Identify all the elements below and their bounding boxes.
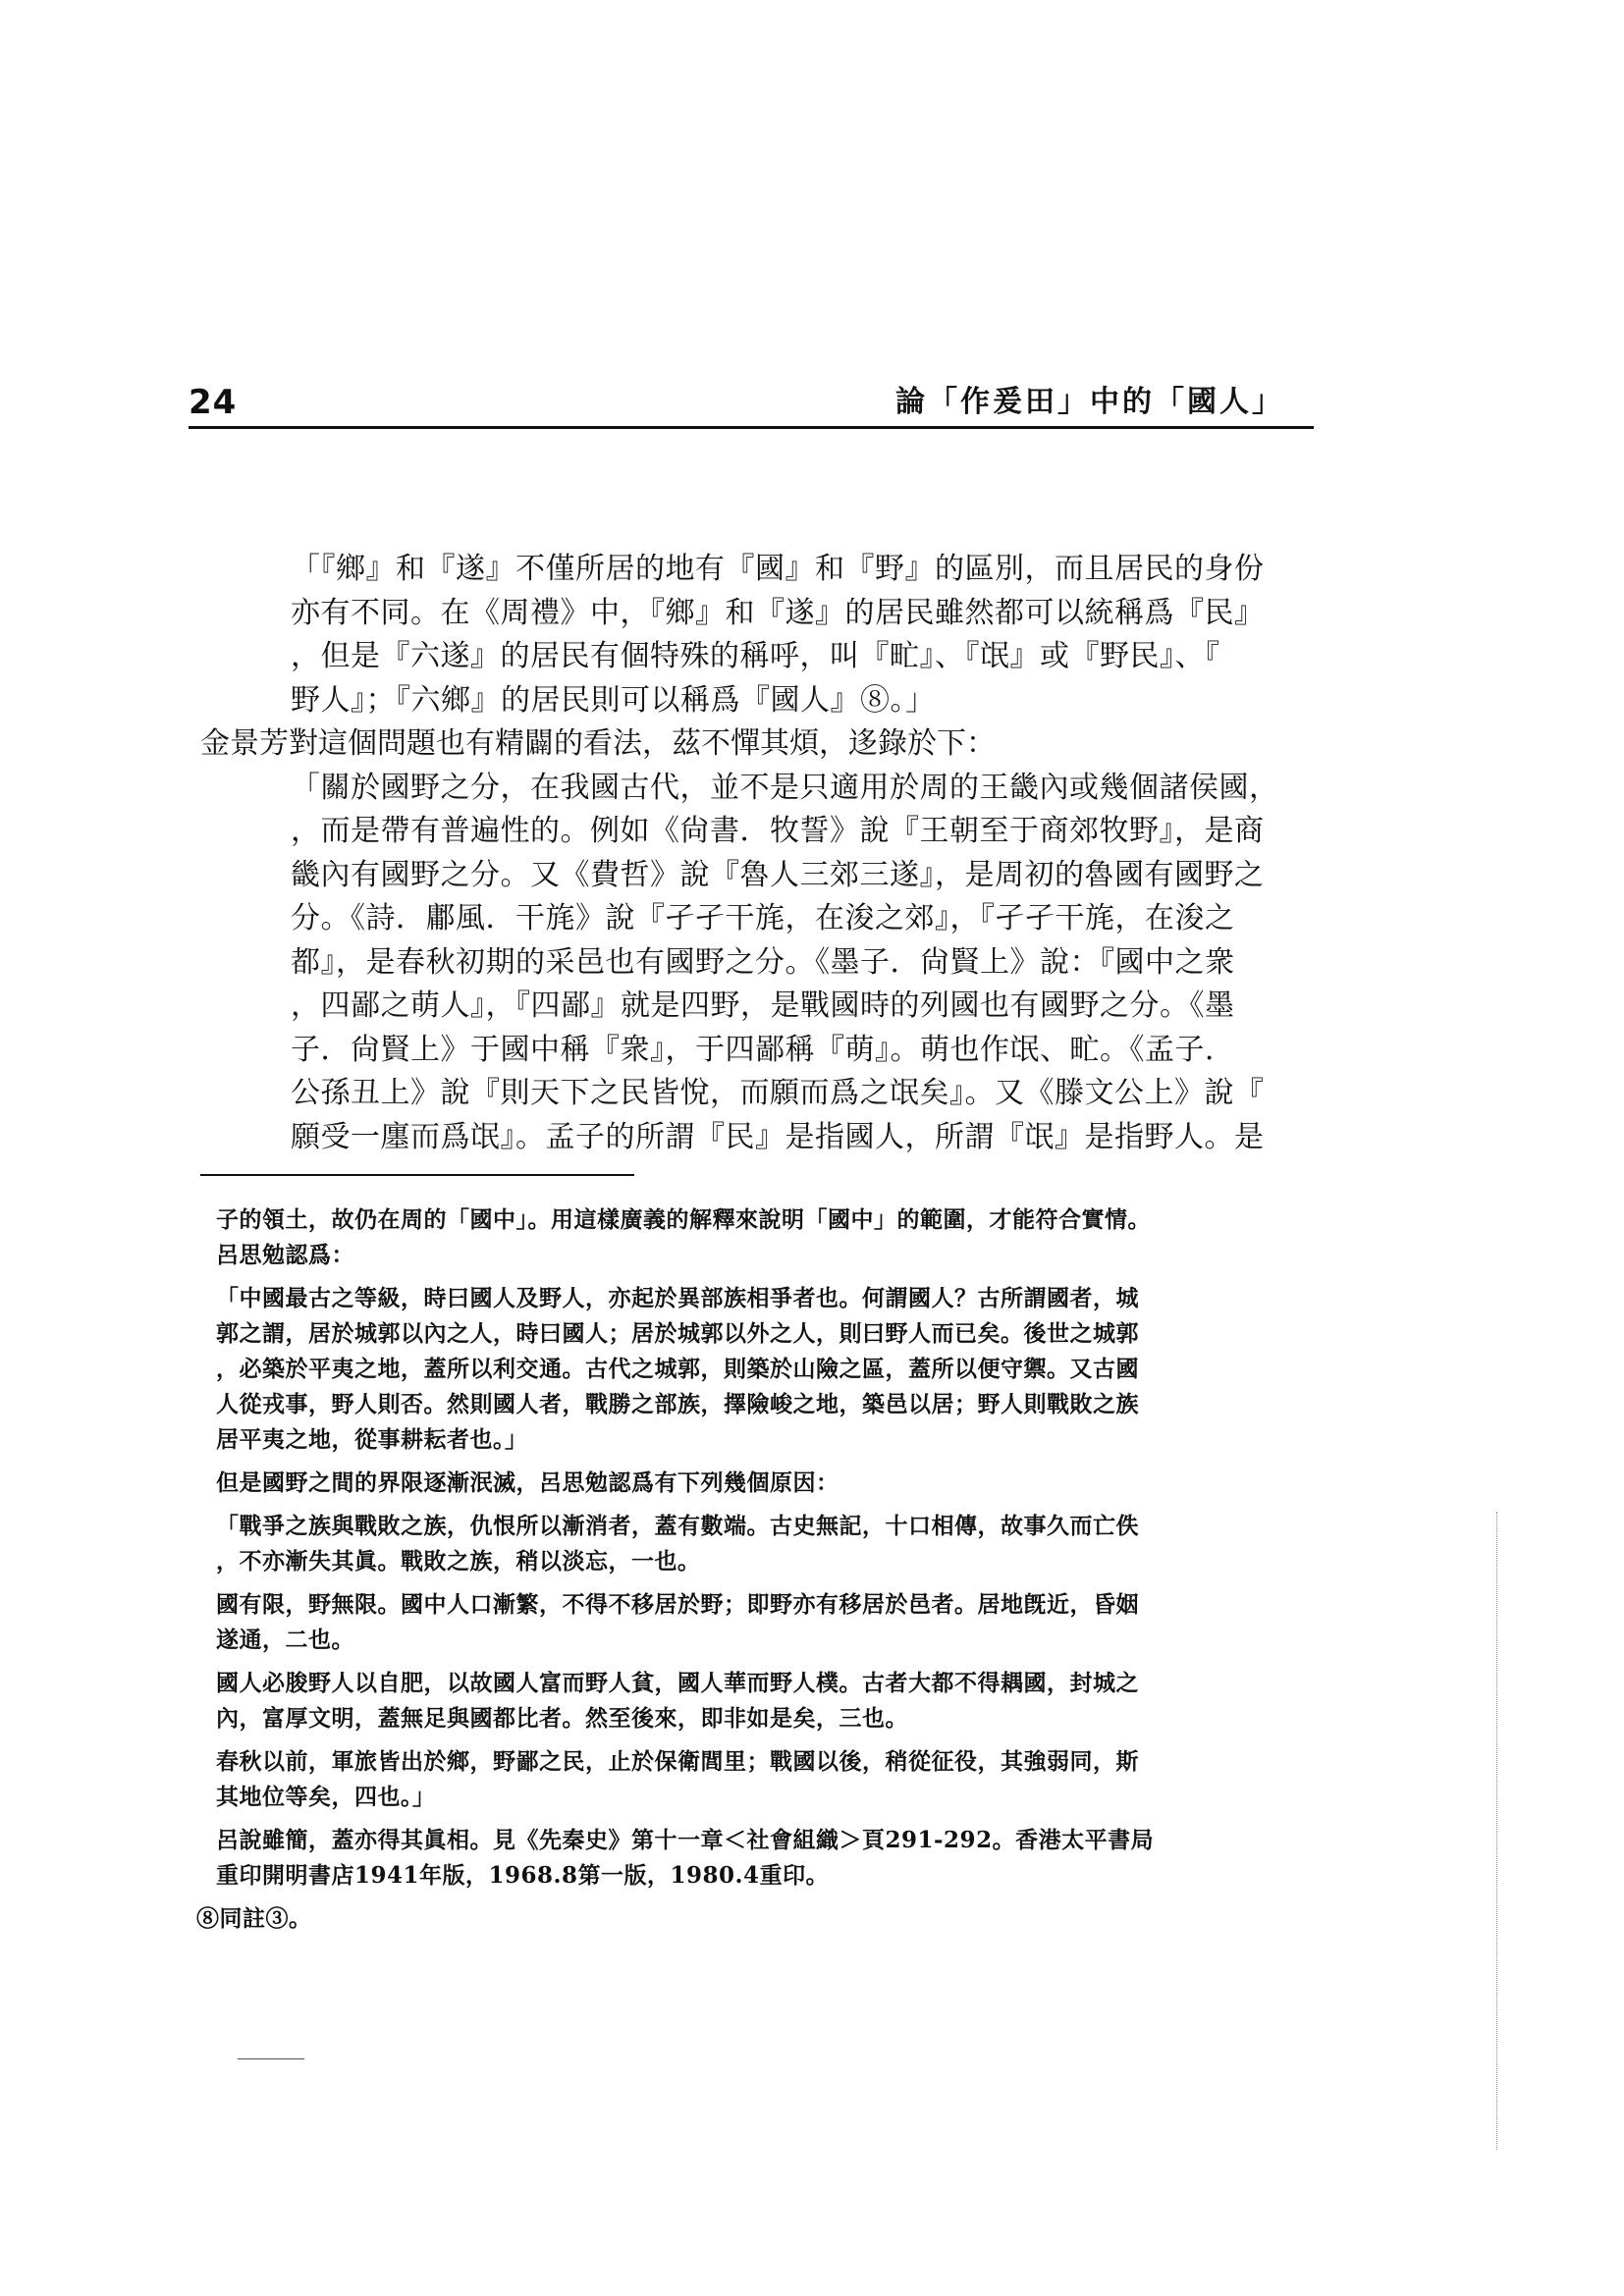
text-line: 分。《詩．鄘風．干旄》說『孑孑干旄，在浚之郊』，『孑孑干旄，在浚之 (291, 901, 1235, 935)
text-line: ，必築於平夷之地，蓋所以利交通。古代之城郭，則築於山險之區，蓋所以便守禦。又古國 (216, 1356, 1139, 1382)
footnote-reason-2 (196, 1587, 1296, 1658)
footnote-divider (200, 1174, 634, 1176)
footnote-lu-quote (196, 1281, 1296, 1458)
text-line: 願受一廛而爲氓』。孟子的所謂『民』是指國人，所謂『氓』是指野人。是 (291, 1119, 1265, 1154)
text-line: 亦有不同。在《周禮》中，『鄉』和『遂』的居民雖然都可以統稱爲『民』 (291, 595, 1265, 630)
footnote-continuation: 子的領土，故仍在周的「國中」。用這樣廣義的解釋來說明「國中」的範圍，才能符合實情。 (216, 1206, 1151, 1233)
block-quote-2 (196, 767, 1316, 1160)
text-line: 內，富厚文明，蓋無足與國都比者。然至後來，即非如是矣，三也。 (216, 1705, 908, 1732)
text-line: 「中國最古之等級，時曰國人及野人，亦起於異部族相爭者也。何謂國人？古所謂國者，城 (216, 1285, 1139, 1311)
footnote-reason-intro: 但是國野之間的界限逐漸泯滅，呂思勉認爲有下列幾個原因： (216, 1469, 839, 1496)
text-line: 春秋以前，軍旅皆出於鄉，野鄙之民，止於保衛閭里；戰國以後，稍從征役，其強弱同，斯 (216, 1748, 1139, 1775)
block-quote-1 (196, 548, 1316, 722)
text-line: 國人必朘野人以自肥，以故國人富而野人貧，國人華而野人樸。古者大都不得耦國，封城之 (216, 1670, 1139, 1696)
text-line: ，不亦漸失其眞。戰敗之族，稍以淡忘，一也。 (216, 1548, 701, 1575)
footnote-reason-3 (196, 1666, 1296, 1736)
text-line: 「『鄉』和『遂』不僅所居的地有『國』和『野』的區別，而且居民的身份 (291, 552, 1265, 586)
end-rule (238, 2058, 304, 2059)
scan-edge-mark (1496, 1512, 1497, 2150)
text-line: 呂說雖簡，蓋亦得其眞相。見《先秦史》第十一章＜社會組織＞頁291-292。香港太平書局 (216, 1827, 1155, 1853)
footnote-source (196, 1823, 1296, 1894)
text-line: ，而是帶有普遍性的。例如《尙書．牧誓》說『王朝至于商郊牧野』，是商 (291, 814, 1265, 848)
text-line: 郭之謂，居於城郭以內之人，時曰國人；居於城郭以外之人，則曰野人而已矣。後世之城郭 (216, 1320, 1139, 1347)
footnote-reason-1 (196, 1509, 1296, 1579)
page-number: 24 (189, 383, 238, 422)
text-line: 公孫丑上》說『則天下之民皆悅，而願而爲之氓矣』。又《滕文公上》說『 (291, 1076, 1265, 1110)
text-line: 都』，是春秋初期的采邑也有國野之分。《墨子．尙賢上》說：『國中之衆 (291, 944, 1235, 980)
footnotes (196, 1202, 1296, 1937)
text-line: 子．尙賢上》于國中稱『衆』，于四鄙稱『萌』。萌也作氓、甿。《孟子． (291, 1032, 1235, 1067)
text-line: ，但是『六遂』的居民有個特殊的稱呼，叫『甿』、『氓』或『野民』、『 (291, 639, 1220, 673)
text-line: 國有限，野無限。國中人口漸繁，不得不移居於野；即野亦有移居於邑者。居地旣近，昏姻 (216, 1591, 1139, 1618)
footnote-lu-intro: 呂思勉認爲： (216, 1242, 354, 1268)
text-line: 「關於國野之分，在我國古代，並不是只適用於周的王畿內或幾個諸侯國， (291, 770, 1279, 805)
text-line: ，四鄙之萌人』，『四鄙』就是四野，是戰國時的列國也有國野之分。《墨 (291, 988, 1235, 1023)
intro-line: 金景芳對這個問題也有精闢的看法，茲不憚其煩，迻錄於下： (200, 726, 996, 761)
footnote-reason-4 (196, 1744, 1296, 1815)
text-line: 人從戎事，野人則否。然則國人者，戰勝之部族，擇險峻之地，築邑以居；野人則戰敗之族 (216, 1391, 1139, 1417)
footnote-8: ⑧同註③。 (196, 1905, 312, 1932)
text-line: 野人』；『六鄉』的居民則可以稱爲『國人』⑧。」 (291, 682, 936, 718)
text-line: 其地位等矣，四也。」 (216, 1784, 436, 1810)
page-header (189, 365, 1314, 429)
text-line: 「戰爭之族與戰敗之族，仇恨所以漸消者，蓋有數端。古史無記，十口相傳，故事久而亡佚 (216, 1513, 1139, 1539)
text-line: 遂通，二也。 (216, 1627, 354, 1653)
text-line: 重印開明書店1941年版，1968.8第一版，1980.4重印。 (216, 1862, 830, 1889)
main-text (196, 548, 1316, 1159)
running-title: 論「作爰田」中的「國人」 (895, 385, 1284, 419)
text-line: 居平夷之地，從事耕耘者也。」 (216, 1426, 528, 1453)
text-line: 畿內有國野之分。又《費哲》說『魯人三郊三遂』，是周初的魯國有國野之 (291, 857, 1265, 892)
